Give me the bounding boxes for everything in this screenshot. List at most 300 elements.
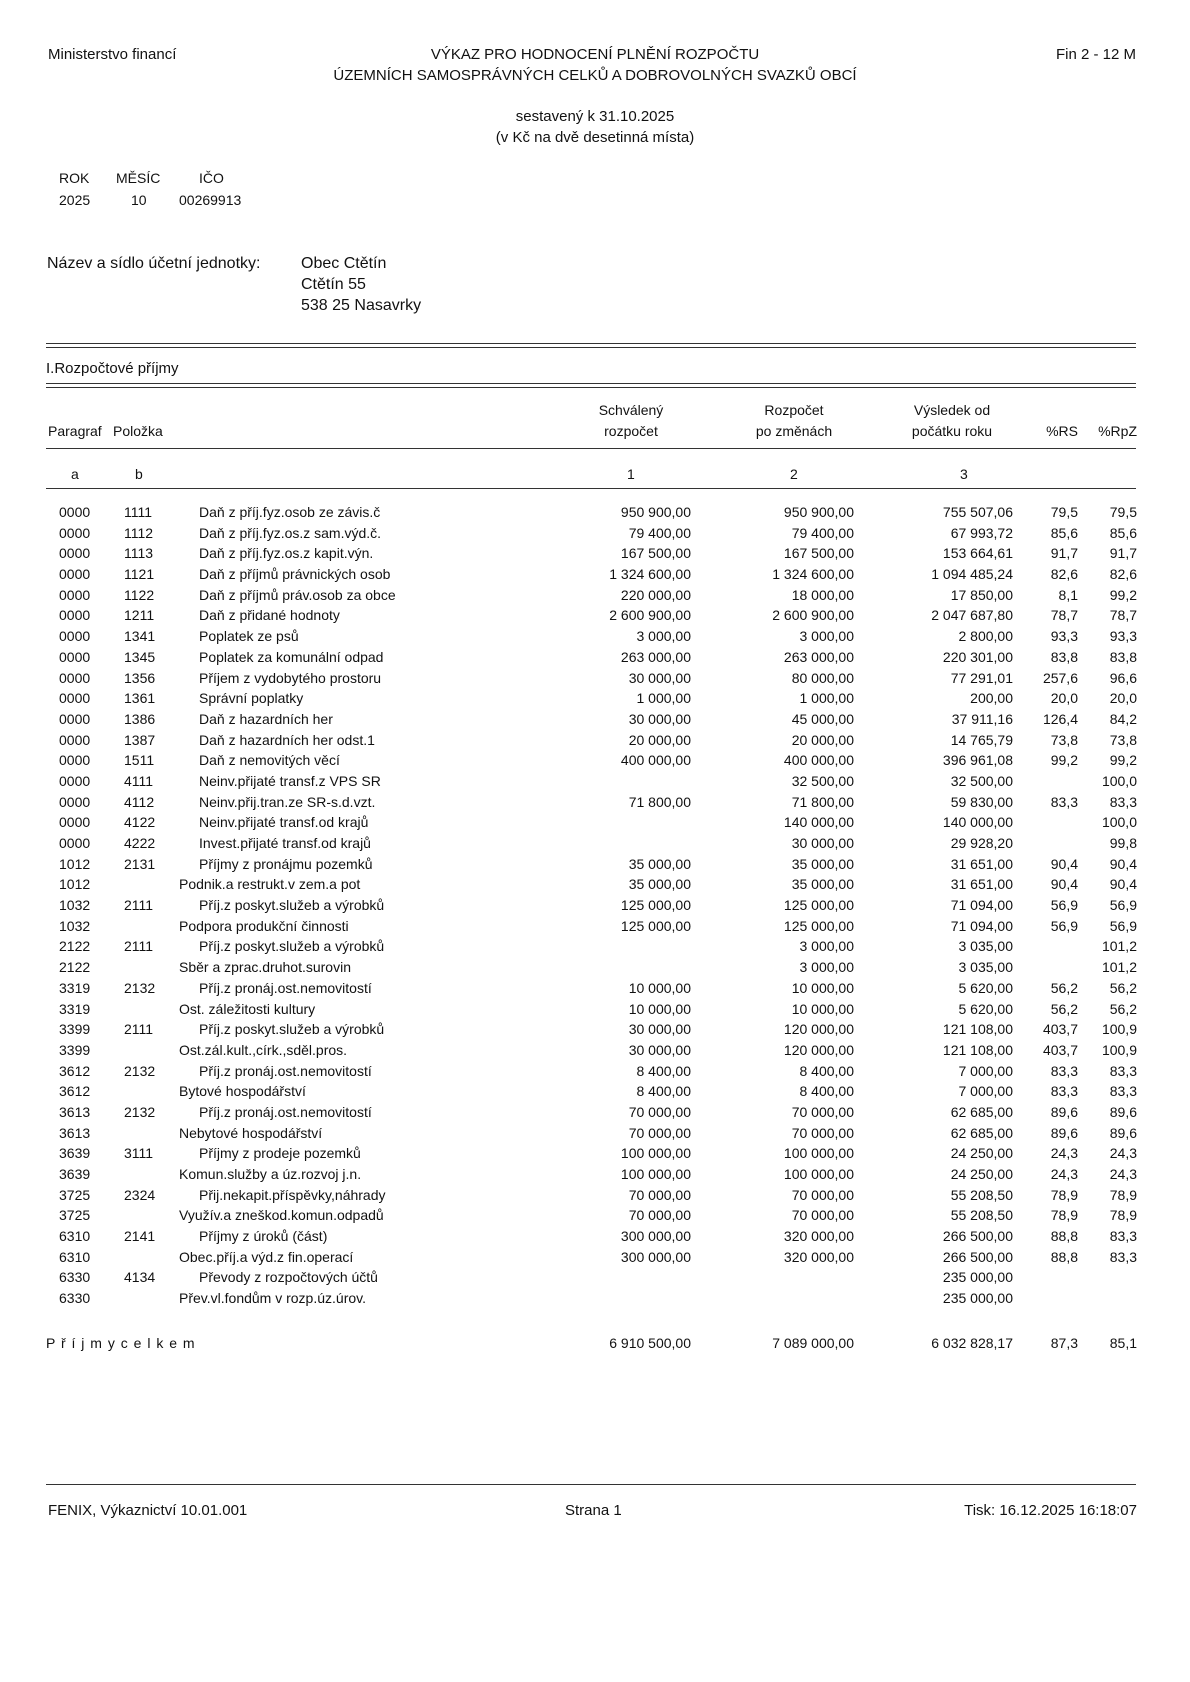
polozka-cell: 1387 <box>124 731 156 748</box>
item-name-cell: Daň z hazardních her odst.1 <box>199 731 375 748</box>
table-row <box>0 876 1190 897</box>
changed-budget-cell: 125 000,00 <box>783 917 854 934</box>
pct-rs-cell: 257,6 <box>1042 669 1078 686</box>
polozka-cell: 1122 <box>124 586 155 603</box>
table-row <box>0 1021 1190 1042</box>
pct-rs-cell: 89,6 <box>1050 1124 1078 1141</box>
paragraf-cell: 2122 <box>59 959 91 976</box>
polozka-cell: 1211 <box>124 607 155 624</box>
item-name-cell: Podnik.a restrukt.v zem.a pot <box>179 876 361 893</box>
compiled-date: sestavený k 31.10.2025 <box>515 108 675 125</box>
paragraf-cell: 6330 <box>59 1290 91 1307</box>
table-row <box>0 835 1190 856</box>
table-row <box>0 773 1190 794</box>
divider <box>46 347 1136 348</box>
polozka-cell: 4111 <box>124 772 154 789</box>
result-cell: 71 094,00 <box>950 897 1013 914</box>
result-cell: 7 000,00 <box>958 1062 1013 1079</box>
changed-budget-cell: 35 000,00 <box>791 876 854 893</box>
pct-rpz-cell: 83,3 <box>1109 1228 1137 1245</box>
pct-rs-cell: 79,5 <box>1050 504 1078 520</box>
item-name-cell: Využív.a zneškod.komun.odpadů <box>179 1207 384 1224</box>
item-name-cell: Nebytové hospodářství <box>179 1124 323 1141</box>
pct-rpz-cell: 99,8 <box>1109 835 1137 851</box>
pct-rpz-cell: 96,6 <box>1109 669 1137 686</box>
item-name-cell: Sběr a zprac.druhot.surovin <box>179 959 351 976</box>
table-row <box>0 732 1190 753</box>
changed-budget-cell: 263 000,00 <box>783 648 854 665</box>
approved-budget-cell: 1 324 600,00 <box>609 566 691 583</box>
pct-rpz-cell: 78,9 <box>1109 1186 1137 1203</box>
approved-budget-cell: 10 000,00 <box>628 1000 691 1017</box>
pct-rpz-cell: 101,2 <box>1101 959 1137 976</box>
pct-rs-cell: 83,8 <box>1050 648 1078 665</box>
result-cell: 5 620,00 <box>958 979 1013 996</box>
pct-rs-cell: 73,8 <box>1050 731 1078 748</box>
paragraf-cell: 3612 <box>59 1062 91 1079</box>
approved-budget-cell: 1 000,00 <box>636 690 691 707</box>
changed-budget-cell: 167 500,00 <box>783 545 854 562</box>
item-name-cell: Příjmy z pronájmu pozemků <box>199 855 373 872</box>
paragraf-cell: 0000 <box>59 710 91 727</box>
approved-budget-cell: 20 000,00 <box>628 731 691 748</box>
item-name-cell: Přev.vl.fondům v rozp.úz.úrov. <box>179 1290 366 1307</box>
result-cell: 29 928,20 <box>950 835 1013 851</box>
pct-rs-cell: 56,9 <box>1050 917 1078 934</box>
pct-rpz-cell: 56,2 <box>1109 1000 1137 1017</box>
result-cell: 67 993,72 <box>950 524 1013 541</box>
changed-budget-cell: 320 000,00 <box>783 1248 854 1265</box>
year-value: 2025 <box>59 192 91 208</box>
col-pct-rpz: %RpZ <box>1098 423 1137 439</box>
result-cell: 31 651,00 <box>950 876 1013 893</box>
pct-rs-cell: 403,7 <box>1042 1021 1078 1038</box>
polozka-cell: 2324 <box>124 1186 156 1203</box>
pct-rpz-cell: 83,8 <box>1109 648 1137 665</box>
paragraf-cell: 0000 <box>59 586 91 603</box>
table-row <box>0 711 1190 732</box>
pct-rpz-cell: 73,8 <box>1109 731 1137 748</box>
pct-rs-cell: 83,3 <box>1050 793 1078 810</box>
pct-rs-cell: 8,1 <box>1058 586 1078 603</box>
result-cell: 396 961,08 <box>942 752 1013 769</box>
item-name-cell: Ost.zál.kult.,círk.,sděl.pros. <box>179 1041 348 1058</box>
result-cell: 220 301,00 <box>942 648 1013 665</box>
item-name-cell: Neinv.přijaté transf.z VPS SR <box>199 772 381 789</box>
total-pct-rs: 87,3 <box>1050 1335 1078 1351</box>
col-approved-2: rozpočet <box>604 423 658 439</box>
pct-rpz-cell: 56,9 <box>1109 897 1137 914</box>
polozka-cell: 1112 <box>124 524 154 541</box>
changed-budget-cell: 70 000,00 <box>791 1103 854 1120</box>
paragraf-cell: 6310 <box>59 1248 91 1265</box>
approved-budget-cell: 300 000,00 <box>620 1248 691 1265</box>
total-label: P ř í j m y c e l k e m <box>46 1335 196 1351</box>
polozka-cell: 1345 <box>124 648 156 665</box>
item-name-cell: Neinv.přijaté transf.od krajů <box>199 814 369 831</box>
pct-rpz-cell: 89,6 <box>1109 1103 1137 1120</box>
pct-rpz-cell: 78,7 <box>1109 607 1137 624</box>
approved-budget-cell: 400 000,00 <box>620 752 691 769</box>
item-name-cell: Daň z příj.fyz.os.z kapit.výn. <box>199 545 374 562</box>
result-cell: 153 664,61 <box>942 545 1013 562</box>
result-cell: 2 800,00 <box>958 628 1013 645</box>
pct-rpz-cell: 100,9 <box>1101 1041 1137 1058</box>
pct-rpz-cell: 24,3 <box>1109 1145 1137 1162</box>
pct-rs-cell: 24,3 <box>1050 1145 1078 1162</box>
result-cell: 266 500,00 <box>942 1228 1013 1245</box>
paragraf-cell: 0000 <box>59 772 91 789</box>
divider <box>46 383 1136 384</box>
paragraf-cell: 0000 <box>59 731 91 748</box>
table-row <box>0 1290 1190 1311</box>
item-name-cell: Příjmy z prodeje pozemků <box>199 1145 361 1162</box>
item-name-cell: Správní poplatky <box>199 690 304 707</box>
table-row <box>0 980 1190 1001</box>
month-value: 10 <box>131 192 147 208</box>
changed-budget-cell: 8 400,00 <box>799 1062 854 1079</box>
table-row <box>0 1001 1190 1022</box>
pct-rs-cell: 56,2 <box>1050 1000 1078 1017</box>
changed-budget-cell: 3 000,00 <box>799 959 854 976</box>
table-row <box>0 545 1190 566</box>
result-cell: 31 651,00 <box>950 855 1013 872</box>
table-row <box>0 752 1190 773</box>
item-name-cell: Ost. záležitosti kultury <box>179 1000 316 1017</box>
footer-printed: Tisk: 16.12.2025 16:18:07 <box>964 1502 1137 1519</box>
changed-budget-cell: 100 000,00 <box>783 1166 854 1182</box>
result-cell: 24 250,00 <box>950 1145 1013 1162</box>
item-name-cell: Příjmy z úroků (část) <box>199 1228 328 1245</box>
pct-rpz-cell: 20,0 <box>1109 690 1137 707</box>
divider <box>46 488 1136 489</box>
pct-rpz-cell: 79,5 <box>1109 504 1137 520</box>
changed-budget-cell: 79 400,00 <box>791 524 854 541</box>
table-row <box>0 897 1190 918</box>
table-row <box>0 794 1190 815</box>
paragraf-cell: 3613 <box>59 1124 91 1141</box>
item-name-cell: Daň z nemovitých věcí <box>199 752 340 769</box>
changed-budget-cell: 8 400,00 <box>799 1083 854 1100</box>
approved-budget-cell: 220 000,00 <box>620 586 691 603</box>
approved-budget-cell: 71 800,00 <box>628 793 691 810</box>
changed-budget-cell: 120 000,00 <box>783 1041 854 1058</box>
approved-budget-cell: 30 000,00 <box>628 710 691 727</box>
pct-rpz-cell: 83,3 <box>1109 1083 1137 1100</box>
pct-rpz-cell: 84,2 <box>1109 710 1137 727</box>
approved-budget-cell: 100 000,00 <box>620 1166 691 1182</box>
approved-budget-cell: 35 000,00 <box>628 855 691 872</box>
polozka-cell: 1511 <box>124 752 155 769</box>
polozka-cell: 1361 <box>124 690 156 707</box>
pct-rs-cell: 90,4 <box>1050 876 1078 893</box>
paragraf-cell: 0000 <box>59 648 91 665</box>
pct-rpz-cell: 99,2 <box>1109 586 1137 603</box>
item-name-cell: Obec.příj.a výd.z fin.operací <box>179 1248 354 1265</box>
approved-budget-cell: 125 000,00 <box>620 897 691 914</box>
table-row <box>0 566 1190 587</box>
col-changed-1: Rozpočet <box>764 402 824 418</box>
result-cell: 71 094,00 <box>950 917 1013 934</box>
col-pct-rs: %RS <box>1046 423 1078 439</box>
polozka-cell: 4112 <box>124 793 155 810</box>
polozka-cell: 3111 <box>124 1145 154 1162</box>
changed-budget-cell: 30 000,00 <box>791 835 854 851</box>
result-cell: 140 000,00 <box>942 814 1013 831</box>
col-result-1: Výsledek od <box>913 402 991 418</box>
approved-budget-cell: 30 000,00 <box>628 1041 691 1058</box>
table-row <box>0 525 1190 546</box>
table-row <box>0 1125 1190 1146</box>
changed-budget-cell: 71 800,00 <box>791 793 854 810</box>
table-row <box>0 649 1190 670</box>
result-cell: 2 047 687,80 <box>931 607 1013 624</box>
pct-rs-cell: 88,8 <box>1050 1248 1078 1265</box>
pct-rs-cell: 56,9 <box>1050 897 1078 914</box>
approved-budget-cell: 167 500,00 <box>620 545 691 562</box>
result-cell: 14 765,79 <box>950 731 1013 748</box>
result-cell: 121 108,00 <box>942 1021 1013 1038</box>
pct-rpz-cell: 91,7 <box>1109 545 1137 562</box>
approved-budget-cell: 125 000,00 <box>620 917 691 934</box>
item-name-cell: Příj.z pronáj.ost.nemovitostí <box>199 1062 372 1079</box>
item-name-cell: Příj.z poskyt.služeb a výrobků <box>199 897 385 914</box>
paragraf-cell: 3319 <box>59 979 91 996</box>
pct-rpz-cell: 82,6 <box>1109 566 1137 583</box>
changed-budget-cell: 950 900,00 <box>783 504 854 520</box>
changed-budget-cell: 400 000,00 <box>783 752 854 769</box>
footer-software: FENIX, Výkaznictví 10.01.001 <box>48 1502 248 1519</box>
item-name-cell: Bytové hospodářství <box>179 1083 306 1100</box>
pct-rs-cell: 90,4 <box>1050 855 1078 872</box>
unit-note: (v Kč na dvě desetinná místa) <box>495 129 695 146</box>
pct-rs-cell: 82,6 <box>1050 566 1078 583</box>
pct-rpz-cell: 90,4 <box>1109 855 1137 872</box>
approved-budget-cell: 950 900,00 <box>620 504 691 520</box>
polozka-cell: 2132 <box>124 1103 156 1120</box>
result-cell: 755 507,06 <box>942 504 1013 520</box>
table-row <box>0 1269 1190 1290</box>
changed-budget-cell: 320 000,00 <box>783 1228 854 1245</box>
polozka-cell: 2111 <box>124 1021 154 1038</box>
table-row <box>0 938 1190 959</box>
pct-rs-cell: 93,3 <box>1050 628 1078 645</box>
result-cell: 266 500,00 <box>942 1248 1013 1265</box>
approved-budget-cell: 2 600 900,00 <box>609 607 691 624</box>
changed-budget-cell: 18 000,00 <box>791 586 854 603</box>
polozka-cell: 4222 <box>124 835 156 851</box>
result-cell: 200,00 <box>970 690 1013 707</box>
item-name-cell: Příj.z pronáj.ost.nemovitostí <box>199 1103 372 1120</box>
pct-rpz-cell: 101,2 <box>1101 938 1137 955</box>
report-title-line1: VÝKAZ PRO HODNOCENÍ PLNĚNÍ ROZPOČTU <box>430 46 760 63</box>
changed-budget-cell: 3 000,00 <box>799 628 854 645</box>
table-row <box>0 1228 1190 1249</box>
changed-budget-cell: 1 000,00 <box>799 690 854 707</box>
changed-budget-cell: 140 000,00 <box>783 814 854 831</box>
approved-budget-cell: 30 000,00 <box>628 1021 691 1038</box>
table-row <box>0 1104 1190 1125</box>
table-row <box>0 1249 1190 1270</box>
paragraf-cell: 0000 <box>59 524 91 541</box>
col-sub-3: 3 <box>960 466 968 482</box>
pct-rs-cell: 403,7 <box>1042 1041 1078 1058</box>
table-row <box>0 690 1190 711</box>
approved-budget-cell: 35 000,00 <box>628 876 691 893</box>
divider <box>46 448 1136 449</box>
pct-rpz-cell: 89,6 <box>1109 1124 1137 1141</box>
pct-rs-cell: 85,6 <box>1050 524 1078 541</box>
changed-budget-cell: 1 324 600,00 <box>772 566 854 583</box>
result-cell: 17 850,00 <box>950 586 1013 603</box>
item-name-cell: Příj.z poskyt.služeb a výrobků <box>199 1021 385 1038</box>
result-cell: 77 291,01 <box>950 669 1013 686</box>
item-name-cell: Daň z příj.fyz.os.z sam.výd.č. <box>199 524 382 541</box>
paragraf-cell: 3639 <box>59 1145 91 1162</box>
total-approved: 6 910 500,00 <box>609 1335 691 1351</box>
item-name-cell: Poplatek za komunální odpad <box>199 648 384 665</box>
pct-rpz-cell: 90,4 <box>1109 876 1137 893</box>
revenue-table <box>0 504 1190 1311</box>
changed-budget-cell: 70 000,00 <box>791 1207 854 1224</box>
changed-budget-cell: 35 000,00 <box>791 855 854 872</box>
pct-rpz-cell: 83,3 <box>1109 1248 1137 1265</box>
pct-rpz-cell: 83,3 <box>1109 793 1137 810</box>
form-code: Fin 2 - 12 M <box>1055 46 1136 63</box>
approved-budget-cell: 30 000,00 <box>628 669 691 686</box>
table-row <box>0 587 1190 608</box>
pct-rpz-cell: 24,3 <box>1109 1166 1137 1182</box>
changed-budget-cell: 2 600 900,00 <box>772 607 854 624</box>
polozka-cell: 1121 <box>124 566 155 583</box>
changed-budget-cell: 120 000,00 <box>783 1021 854 1038</box>
pct-rpz-cell: 93,3 <box>1109 628 1137 645</box>
paragraf-cell: 0000 <box>59 504 91 520</box>
polozka-cell: 1356 <box>124 669 156 686</box>
changed-budget-cell: 100 000,00 <box>783 1145 854 1162</box>
approved-budget-cell: 300 000,00 <box>620 1228 691 1245</box>
pct-rs-cell: 91,7 <box>1050 545 1078 562</box>
table-row <box>0 1063 1190 1084</box>
item-name-cell: Podpora produkční činnosti <box>179 917 349 934</box>
item-name-cell: Přij.nekapit.příspěvky,náhrady <box>199 1186 386 1203</box>
table-row <box>0 1207 1190 1228</box>
changed-budget-cell: 10 000,00 <box>791 1000 854 1017</box>
polozka-cell: 2141 <box>124 1228 156 1245</box>
result-cell: 121 108,00 <box>942 1041 1013 1058</box>
polozka-cell: 2111 <box>124 897 154 914</box>
section-title: I.Rozpočtové příjmy <box>46 360 179 377</box>
pct-rpz-cell: 56,2 <box>1109 979 1137 996</box>
entity-address-1: Ctětín 55 <box>301 276 366 293</box>
paragraf-cell: 3613 <box>59 1103 91 1120</box>
pct-rpz-cell: 78,9 <box>1109 1207 1137 1224</box>
paragraf-cell: 6310 <box>59 1228 91 1245</box>
paragraf-cell: 3399 <box>59 1041 91 1058</box>
approved-budget-cell: 70 000,00 <box>628 1186 691 1203</box>
pct-rs-cell: 88,8 <box>1050 1228 1078 1245</box>
approved-budget-cell: 8 400,00 <box>636 1083 691 1100</box>
paragraf-cell: 1032 <box>59 917 91 934</box>
total-result: 6 032 828,17 <box>931 1335 1013 1351</box>
paragraf-cell: 0000 <box>59 752 91 769</box>
result-cell: 32 500,00 <box>950 772 1013 789</box>
paragraf-cell: 3319 <box>59 1000 91 1017</box>
pct-rs-cell: 89,6 <box>1050 1103 1078 1120</box>
paragraf-cell: 1032 <box>59 897 91 914</box>
approved-budget-cell: 70 000,00 <box>628 1103 691 1120</box>
polozka-cell: 2111 <box>124 938 154 955</box>
result-cell: 55 208,50 <box>950 1186 1013 1203</box>
pct-rpz-cell: 83,3 <box>1109 1062 1137 1079</box>
pct-rs-cell: 99,2 <box>1050 752 1078 769</box>
changed-budget-cell: 10 000,00 <box>791 979 854 996</box>
item-name-cell: Invest.přijaté transf.od krajů <box>199 835 371 851</box>
result-cell: 1 094 485,24 <box>931 566 1013 583</box>
result-cell: 55 208,50 <box>950 1207 1013 1224</box>
table-row <box>0 1042 1190 1063</box>
polozka-cell: 2132 <box>124 1062 156 1079</box>
total-pct-rpz: 85,1 <box>1109 1335 1137 1351</box>
col-paragraf: Paragraf <box>48 423 102 439</box>
paragraf-cell: 0000 <box>59 835 91 851</box>
approved-budget-cell: 79 400,00 <box>628 524 691 541</box>
month-label: MĚSÍC <box>116 170 161 186</box>
ministry-name: Ministerstvo financí <box>48 46 177 63</box>
table-row <box>0 628 1190 649</box>
result-cell: 7 000,00 <box>958 1083 1013 1100</box>
polozka-cell: 1386 <box>124 710 156 727</box>
item-name-cell: Daň z příj.fyz.osob ze závis.č <box>199 504 381 520</box>
pct-rs-cell: 56,2 <box>1050 979 1078 996</box>
polozka-cell: 4134 <box>124 1269 156 1286</box>
paragraf-cell: 3639 <box>59 1166 91 1182</box>
result-cell: 37 911,16 <box>951 710 1013 727</box>
paragraf-cell: 1012 <box>59 876 91 893</box>
result-cell: 24 250,00 <box>950 1166 1013 1182</box>
footer-page: Strana 1 <box>565 1502 622 1519</box>
pct-rpz-cell: 56,9 <box>1109 917 1137 934</box>
divider <box>46 343 1136 344</box>
item-name-cell: Příjem z vydobytého prostoru <box>199 669 382 686</box>
item-name-cell: Daň z příjmů práv.osob za obce <box>199 586 396 603</box>
col-sub-b: b <box>135 466 143 482</box>
report-title-line2: ÚZEMNÍCH SAMOSPRÁVNÝCH CELKŮ A DOBROVOLNÝCH SVAZKŮ OBCÍ <box>333 67 857 84</box>
paragraf-cell: 0000 <box>59 628 91 645</box>
polozka-cell: 4122 <box>124 814 156 831</box>
approved-budget-cell: 100 000,00 <box>620 1145 691 1162</box>
pct-rs-cell: 78,7 <box>1050 607 1078 624</box>
polozka-cell: 1111 <box>124 504 153 520</box>
changed-budget-cell: 70 000,00 <box>791 1186 854 1203</box>
col-sub-a: a <box>71 466 79 482</box>
item-name-cell: Příj.z pronáj.ost.nemovitostí <box>199 979 372 996</box>
ico-value: 00269913 <box>179 192 242 208</box>
item-name-cell: Poplatek ze psů <box>199 628 299 645</box>
pct-rs-cell: 20,0 <box>1050 690 1078 707</box>
result-cell: 62 685,00 <box>950 1124 1013 1141</box>
approved-budget-cell: 10 000,00 <box>628 979 691 996</box>
changed-budget-cell: 70 000,00 <box>791 1124 854 1141</box>
paragraf-cell: 0000 <box>59 669 91 686</box>
approved-budget-cell: 8 400,00 <box>636 1062 691 1079</box>
col-changed-2: po změnách <box>755 423 833 439</box>
changed-budget-cell: 80 000,00 <box>791 669 854 686</box>
table-row <box>0 607 1190 628</box>
pct-rpz-cell: 100,9 <box>1101 1021 1137 1038</box>
changed-budget-cell: 125 000,00 <box>783 897 854 914</box>
col-result-2: počátku roku <box>911 423 993 439</box>
